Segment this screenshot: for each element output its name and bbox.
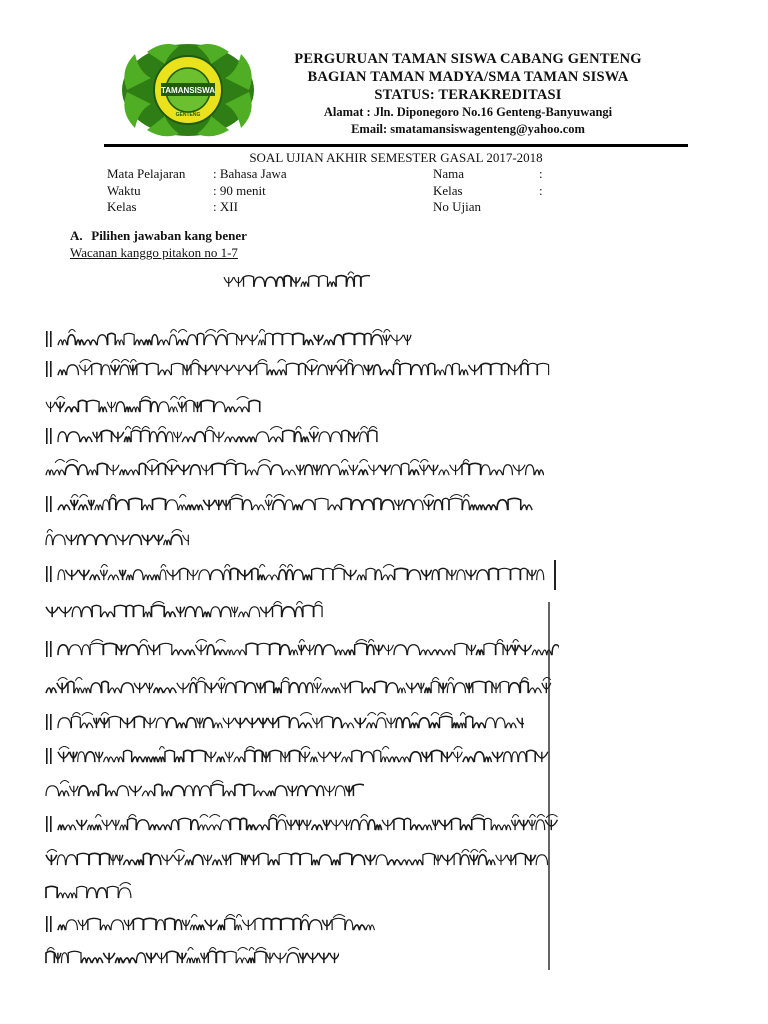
script-line: [44, 597, 324, 625]
info-row-subject: [107, 166, 427, 183]
passage-note: Wacanan kanggo pitakon no 1-7: [70, 245, 238, 260]
info-label: No Ujian: [433, 199, 482, 214]
script-line: [44, 845, 554, 873]
script-line: [44, 392, 264, 420]
info-label: Kelas: [107, 199, 137, 214]
info-label: Kelas: [433, 182, 463, 198]
header-divider: [104, 144, 688, 147]
info-value: : XII: [213, 199, 238, 214]
header-line-2: BAGIAN TAMAN MADYA/SMA TAMAN SISWA: [307, 69, 629, 85]
header-email: Email: smatamansiswagenteng@yahoo.com: [351, 122, 585, 136]
javanese-passage-title-icon: [220, 268, 370, 294]
scan-edge-mark: [548, 602, 550, 970]
script-line: [44, 708, 524, 736]
logo-ring-text: GENTENG: [175, 112, 201, 118]
exam-info-left: [107, 166, 427, 216]
logo-text: TAMANSISWA: [160, 86, 216, 95]
header-address: Alamat : Jln. Diponegoro No.16 Genteng-Banyuwangi: [323, 105, 613, 119]
script-line: [44, 560, 549, 588]
scan-edge-mark: [554, 560, 556, 590]
script-line: [44, 878, 134, 906]
script-line: [44, 810, 559, 838]
info-label: Nama: [433, 166, 465, 181]
school-logo-icon: [117, 40, 259, 140]
script-line: [44, 673, 554, 701]
script-line: [44, 455, 544, 483]
script-line: [44, 635, 559, 663]
script-line: [44, 355, 554, 383]
script-line: [44, 422, 379, 450]
script-line: [44, 742, 554, 770]
header-line-1: PERGURUAN TAMAN SISWA CABANG GENTENG: [294, 51, 642, 67]
header-line-3: STATUS: TERAKREDITASI: [374, 87, 562, 103]
script-line: [44, 490, 534, 518]
script-line: [44, 525, 189, 553]
info-value: : Bahasa Jawa: [213, 166, 287, 181]
info-value: :: [539, 182, 543, 198]
info-row-class: [107, 199, 427, 216]
info-row-exam-number: [433, 199, 553, 216]
info-label: Mata Pelajaran: [107, 166, 186, 181]
info-row-time: [107, 183, 427, 200]
section-number: A.: [70, 228, 83, 243]
info-value: :: [539, 166, 543, 181]
info-value: : 90 menit: [213, 182, 266, 198]
school-header: [258, 50, 678, 138]
script-line: [44, 776, 364, 804]
exam-info-right: [433, 166, 553, 216]
script-line: [44, 910, 379, 938]
script-line: [44, 325, 414, 353]
exam-title: SOAL UJIAN AKHIR SEMESTER GASAL 2017-2018: [249, 150, 543, 165]
section-a-heading: [70, 228, 247, 244]
info-row-student-class: [433, 183, 553, 200]
section-title: Pilihen jawaban kang bener: [91, 228, 247, 243]
info-label: Waktu: [107, 182, 141, 198]
script-line: [44, 943, 339, 971]
info-row-name: [433, 166, 553, 183]
